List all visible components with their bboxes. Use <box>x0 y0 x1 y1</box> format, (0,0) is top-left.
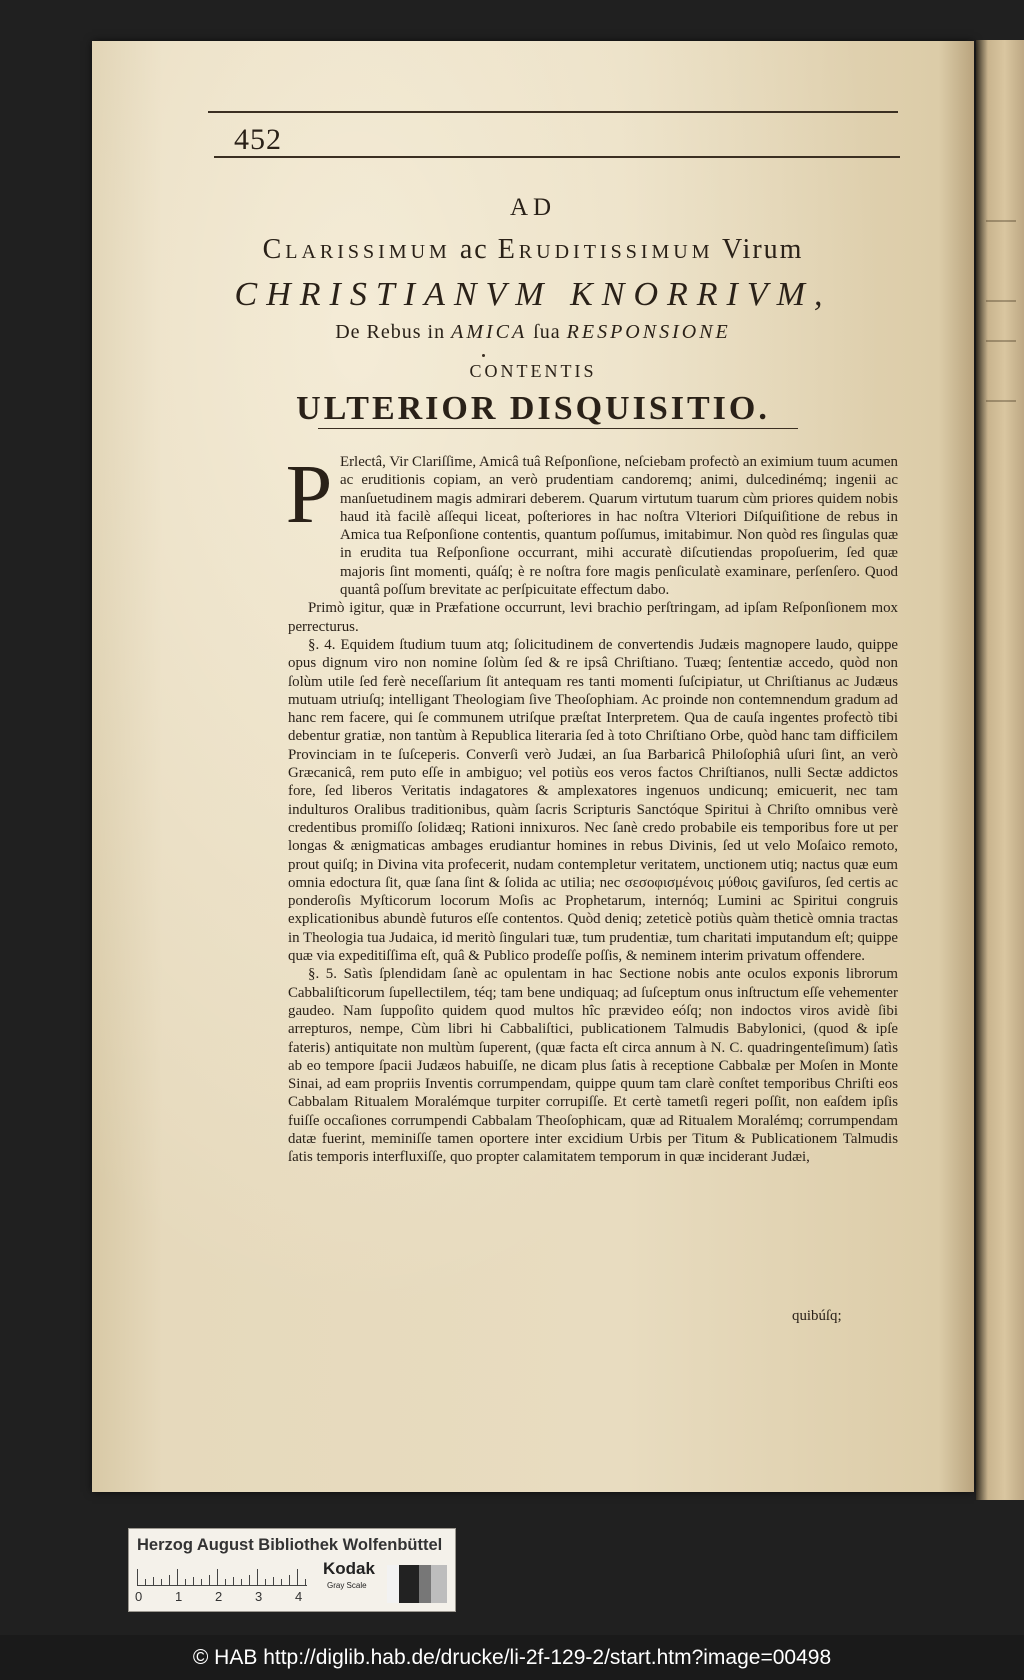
gray-swatch-light <box>431 1565 447 1603</box>
heading-ad: AD <box>509 194 557 221</box>
heading-name: CHRISTIANVM KNORRIVM, <box>234 276 832 313</box>
de-rebus-text: De Rebus in <box>335 321 446 343</box>
body-text <box>288 453 898 1167</box>
sua-word: ſua <box>533 321 561 343</box>
book-page <box>92 41 974 1492</box>
library-label <box>128 1528 456 1612</box>
heading-title: ULTERIOR DISQUISITIO. <box>296 390 770 427</box>
heading-de-rebus <box>92 321 974 344</box>
ruler-num-4: 4 <box>295 1589 303 1604</box>
addressee-word-3: Eruditissimum <box>497 234 714 265</box>
title-rule <box>318 428 798 429</box>
heading-contentis: CONTENTIS <box>469 361 597 381</box>
ruler-num-2: 2 <box>215 1589 223 1604</box>
ornament-dot <box>482 354 485 357</box>
kodak-logo-text: Kodak <box>323 1559 375 1578</box>
paragraph-3: §. 4. Equidem ſtudium tuum atq; ſolicitudinem de convertendis Judæis magnopere laudo, quippe opus dignum viro non nomine ſolùm ſed & re ipsâ Chriſtiano. Tuæq; ſententiæ accedo, quòd non ſolùm utile ſed ferè neceſſarium ſit antequam res tanti momenti ſuſcipiatur, ut Chriſtianus ac Judæus mutuam utriuſq; intelligant Theologiam ſive Theoſophiam. Ac proinde non contemnendum gradum ad hanc rem facere, qui ſe communem utriſque præſtat Interpretem. Qua de cauſa ingentes profectò tibi debentur gratiæ, non tantùm à Republica literaria ſed à toto Chriſtiano Orbe, quòd hanc tam difficilem Provinciam in te ſuſceperis. Converſi verò Judæi, an ſua Barbaricâ Philoſophiâ uſuri ſint, an verò Græcanicâ, rem puto eſſe in ambiguo; vel potiùs eos veros factos Chriſtianos, nulli Sectæ addictos fore, ſed liberos Veritatis indagatores & amplexatores ingenuos undicunq; emicuerit, nec tam indulturos Oralibus traditionibus, quàm ſacris Scripturis Sanctóque Spiritui à Chriſto omnibus verè credentibus promiſſo ſolidæq; Rationi innixuros. Nec ſanè credo probabile eis temporibus fore ut per longas & ænigmaticas ambages erudiantur homines in rebus Divinis, ſed ut velo Moſaico remoto, prout quiſq; in Divina vita profecerit, nudam contempletur veritatem, unctionem utiq; nactus quæ eum omnia edoctura ſit, quæ ſana ſint & ſolida ac utilia; nec σεσοφισμένοις μύθοις gaviſuros, ſed certis ac ponderoſis Myſticorum locorum Moſis ac Prophetarum, internóq; Lumini ac Spiritui congruis explicationibus abundè futuros eſſe contentos. Quòd deniq; zeteticè potiùs quàm theticè omnia tractas in Theologia tua Judaica, id meritò ſingulari tuæ, tum prudentiæ, tum charitati imputandum eſt; quippe quæ via expeditiſſima eſt, quâ & Publico prodeſſe poſſis, & neminem interim privatum offendere. <box>288 636 898 965</box>
catchword: quibúſq; <box>792 1308 842 1324</box>
gray-swatch-dark <box>399 1565 419 1603</box>
footer-url-text: © HAB http://diglib.hab.de/drucke/li-2f-129-2/start.htm?image=00498 <box>192 1646 832 1669</box>
addressee-word-1: Clarissimum <box>262 234 451 265</box>
paragraph-4: §. 5. Satìs ſplendidam ſanè ac opulentam in hac Sectione nobis ante oculos exponis librorum Cabbaliſticorum ſupellectilem, téq; tam bene undiquaq; ad ſuſceptum onus inſtructum eſſe vehementer gaudeo. Nam ſuppoſito quidem quod multos hîc prævideo eóſq; non indoctos viros avidè ſibi arrepturos, nempe, Cùm libri hi Cabbaliſtici, publicationem Talmudis Babylonici, (quod & ipſe fateris) antiquitate non multùm ſuperent, (quæ facta eſt circa annum à N. C. quadringenteſimum) ſatìs ab eo tempore ſpacii Judæos habuiſſe, ne dicam plus ſatis à receptione Cabbalæ per Moſen in Monte Sinai, ad eam propriis Inventis corrumpendam, quippe quum tam clarè conſtet temporibus Chriſti eos Cabbalam Ritualem Moralémque turpiter corrupiſſe. Et certè tametſi regeri poſſit, non eaſdem ipſis fuiſſe occaſiones corrumpendi Cabbalam Theoſophicam, quæ ad Ritualem Moralémq; corrumpendam datæ fuerint, meminiſſe tamen oportere inter excidium Urbis per Titum & Publicationem Talmudis ſatis temporis interfluxiſſe, quo propter calamitatem temporum in quæ inciderant Judæi, <box>288 966 898 1166</box>
ruler-num-1: 1 <box>175 1589 183 1604</box>
kodak-gray-scale-text: Gray Scale <box>327 1581 367 1590</box>
library-name: Herzog August Bibliothek Wolfenbüttel <box>137 1536 443 1554</box>
gray-swatch-white <box>387 1565 399 1603</box>
amica-word: AMICA <box>451 321 528 343</box>
responsione-word: RESPONSIONE <box>566 321 731 343</box>
page-number: 452 <box>234 123 282 156</box>
paragraph-2: Primò igitur, quæ in Præfatione occurrunt, levi brachio perſtringam, ad ipſam Reſponſionem mox perrecturus. <box>288 600 898 635</box>
top-rule <box>208 111 898 113</box>
ruler-num-0: 0 <box>135 1589 143 1604</box>
footer-bar <box>0 1635 1024 1680</box>
scale-ruler <box>137 1567 307 1586</box>
drop-cap: P <box>285 448 333 541</box>
ruler-num-3: 3 <box>255 1589 263 1604</box>
heading-addressee <box>92 234 974 266</box>
addressee-word-4: Virum <box>722 234 804 265</box>
paragraph-1: Erlectâ, Vir Clariſſime, Amicâ tuâ Reſponſione, neſciebam profectò an eximium tuum acumen ac eruditionis copiam, an verò prudentiam candoremq; animi, dulcedinémq; ingenii ac manſuetudinem magis admirari deberem. Quarum virtutum tuarum cùm priores quidem nobis haud ità facilè aſſequi liceat, poſteriores in hac noſtra Vlteriori Diſquiſitione de rebus in Amica tua Reſponſione contentis, quantum poſſumus, imitabimur. Non quòd res ſingulas quæ in erudita tua Reſponſione occurrant, mihi accuratè diſcutiendas propoſuerim, ſed quæ majoris ſint momenti, quáſq; è re noſtra fore magis penſiculatè examinare, perſenſero. Quod quantâ poſſum brevitate ac perſpicuitate effectum dabo. <box>340 454 898 599</box>
gray-swatch-mid <box>419 1565 431 1603</box>
header-rule <box>214 156 900 158</box>
adjacent-page-edge <box>976 40 1024 1500</box>
addressee-word-2: ac <box>459 234 489 265</box>
